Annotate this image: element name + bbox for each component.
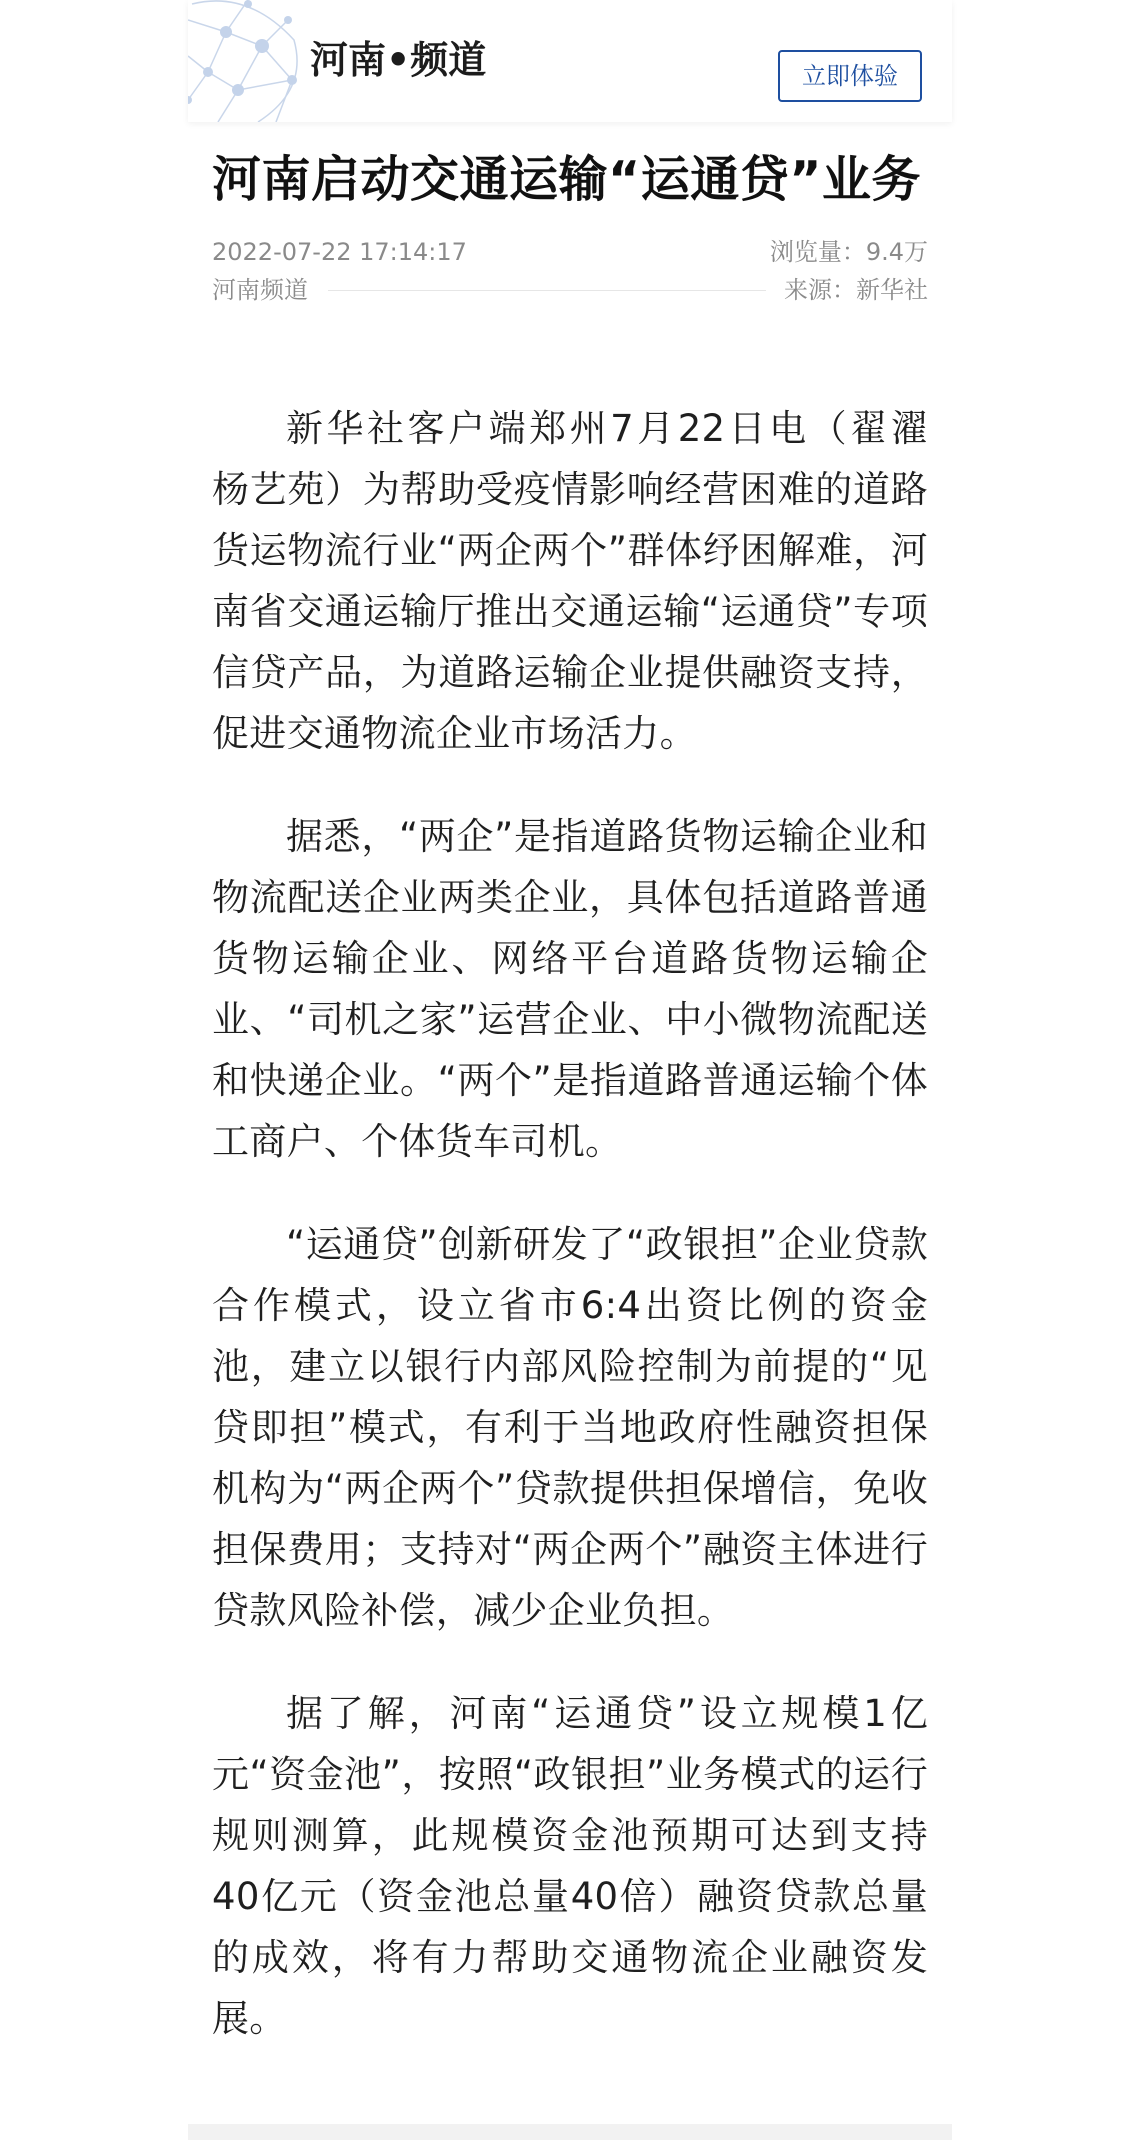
article-paragraph: 据悉，“两企”是指道路货物运输企业和物流配送企业两类企业，具体包括道路普通货物运输企业、网络平台道路货物运输企业、“司机之家”运营企业、中小微物流配送和快递企业。“两个”是指道路普通运输个体工商户、个体货车司机。: [212, 815, 928, 1163]
article-meta: [212, 234, 928, 324]
article-paragraph: 据了解，河南“运通贷”设立规模1亿元“资金池”，按照“政银担”业务模式的运行规则测算，此规模资金池预期可达到支持40亿元（资金池总量40倍）融资贷款总量的成效，将有力帮助交通物流企业融资发展。: [212, 1692, 928, 2040]
channel-header: [188, 0, 952, 122]
footer-divider: [188, 2124, 952, 2140]
try-now-button[interactable]: 立即体验: [778, 50, 922, 102]
article-paragraph: 新华社客户端郑州7月22日电（翟濯 杨艺苑）为帮助受疫情影响经营困难的道路货运物流行业“两企两个”群体纾困解难，河南省交通运输厅推出交通运输“运通贷”专项信贷产品，为道路运输企业提供融资支持，促进交通物流企业市场活力。: [212, 407, 928, 755]
article-body: [212, 398, 928, 2049]
article-page: [188, 0, 952, 2140]
publish-datetime: 2022-07-22 17:14:17: [212, 238, 467, 266]
article-title: 河南启动交通运输“运通贷”业务: [212, 151, 921, 208]
article: [212, 148, 928, 2091]
article-paragraph: “运通贷”创新研发了“政银担”企业贷款合作模式，设立省市6:4出资比例的资金池，建立以银行内部风险控制为前提的“见贷即担”模式，有利于当地政府性融资担保机构为“两企两个”贷款提供担保增信，免收担保费用；支持对“两企两个”融资主体进行贷款风险补偿，减少企业负担。: [212, 1223, 928, 1632]
view-count: 浏览量：9.4万: [769, 238, 928, 266]
channel-title: 河南•频道: [310, 38, 487, 82]
network-globe-icon: [188, 0, 298, 122]
article-source: 来源：新华社: [784, 276, 928, 304]
meta-divider: [328, 290, 766, 291]
channel-link[interactable]: 河南频道: [212, 276, 308, 304]
